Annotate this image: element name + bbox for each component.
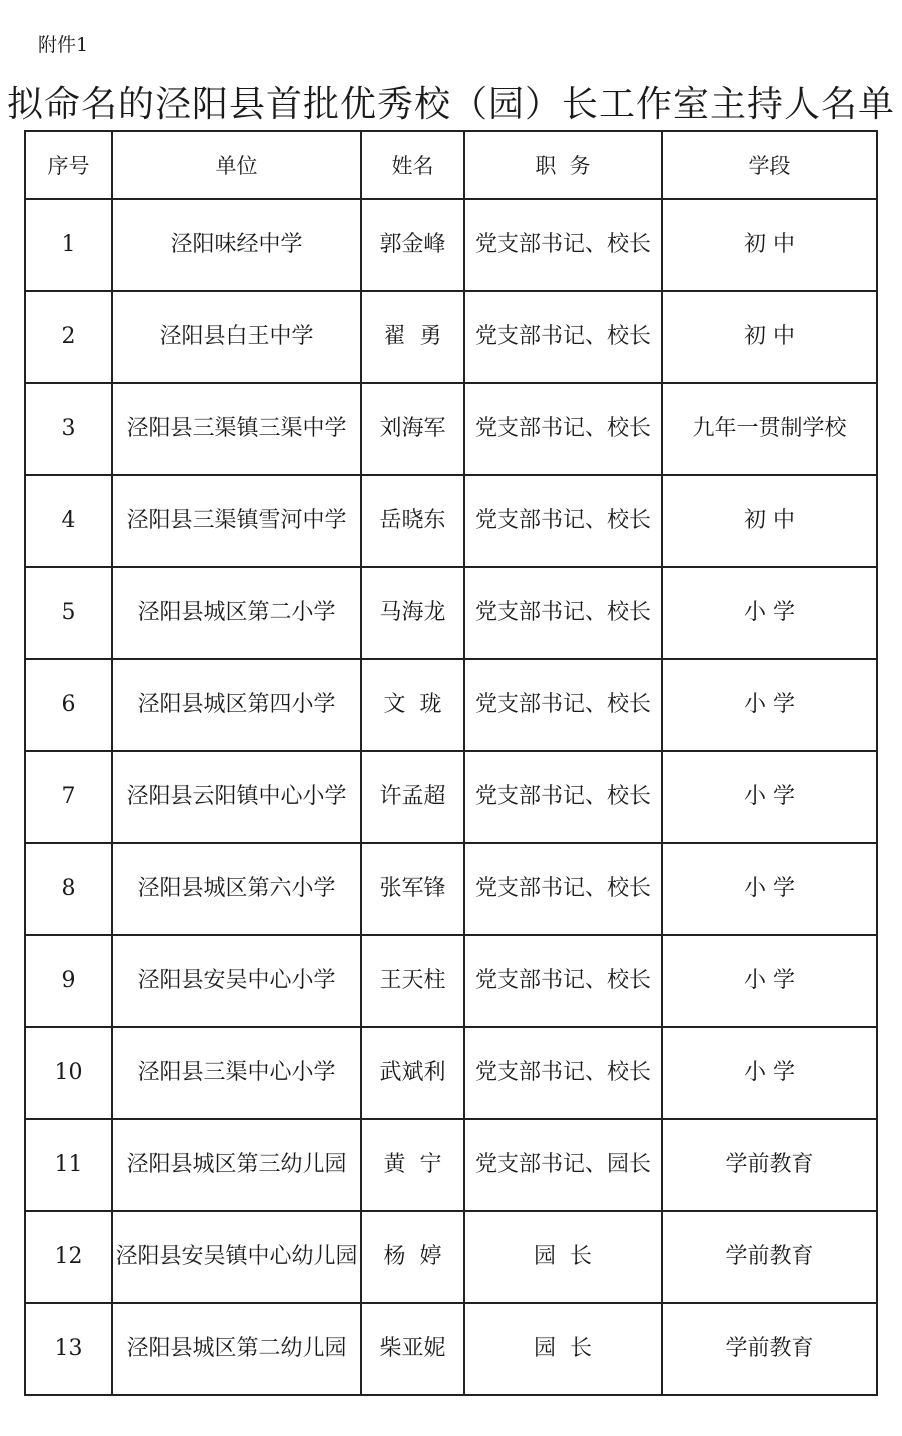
cell-name: 刘海军 xyxy=(361,383,464,475)
cell-unit: 泾阳县安吴中心小学 xyxy=(112,935,361,1027)
cell-number: 10 xyxy=(25,1027,112,1119)
cell-level: 学前教育 xyxy=(662,1119,877,1211)
cell-position: 党支部书记、校长 xyxy=(464,567,662,659)
cell-position: 党支部书记、校长 xyxy=(464,199,662,291)
table-row xyxy=(25,1303,877,1395)
cell-level: 小 学 xyxy=(662,567,877,659)
cell-position: 党支部书记、校长 xyxy=(464,843,662,935)
header-position: 职 务 xyxy=(464,131,662,199)
cell-position: 党支部书记、校长 xyxy=(464,1027,662,1119)
cell-name: 岳晓东 xyxy=(361,475,464,567)
cell-number: 1 xyxy=(25,199,112,291)
cell-level: 学前教育 xyxy=(662,1303,877,1395)
cell-name: 柴亚妮 xyxy=(361,1303,464,1395)
cell-level: 学前教育 xyxy=(662,1211,877,1303)
cell-level: 小 学 xyxy=(662,1027,877,1119)
table-row xyxy=(25,1211,877,1303)
cell-name: 文 珑 xyxy=(361,659,464,751)
cell-position: 党支部书记、校长 xyxy=(464,935,662,1027)
table-row xyxy=(25,383,877,475)
cell-number: 13 xyxy=(25,1303,112,1395)
cell-number: 4 xyxy=(25,475,112,567)
cell-position: 党支部书记、校长 xyxy=(464,475,662,567)
page-title: 拟命名的泾阳县首批优秀校（园）长工作室主持人名单 xyxy=(6,84,895,125)
table-row xyxy=(25,935,877,1027)
cell-position: 园 长 xyxy=(464,1211,662,1303)
table-row xyxy=(25,475,877,567)
table-row xyxy=(25,843,877,935)
table-row xyxy=(25,199,877,291)
cell-name: 翟 勇 xyxy=(361,291,464,383)
cell-number: 7 xyxy=(25,751,112,843)
cell-number: 6 xyxy=(25,659,112,751)
attachment-label: 附件1 xyxy=(38,34,89,56)
cell-name: 马海龙 xyxy=(361,567,464,659)
cell-level: 九年一贯制学校 xyxy=(662,383,877,475)
cell-number: 9 xyxy=(25,935,112,1027)
table-row xyxy=(25,1119,877,1211)
cell-position: 党支部书记、校长 xyxy=(464,383,662,475)
cell-unit: 泾阳县城区第二小学 xyxy=(112,567,361,659)
cell-number: 12 xyxy=(25,1211,112,1303)
cell-level: 初 中 xyxy=(662,475,877,567)
table-row xyxy=(25,291,877,383)
header-name: 姓名 xyxy=(361,131,464,199)
cell-position: 党支部书记、校长 xyxy=(464,291,662,383)
cell-name: 张军锋 xyxy=(361,843,464,935)
cell-level: 小 学 xyxy=(662,751,877,843)
cell-level: 初 中 xyxy=(662,199,877,291)
cell-number: 11 xyxy=(25,1119,112,1211)
cell-level: 初 中 xyxy=(662,291,877,383)
cell-unit: 泾阳县三渠中心小学 xyxy=(112,1027,361,1119)
cell-unit: 泾阳县城区第二幼儿园 xyxy=(112,1303,361,1395)
cell-unit: 泾阳味经中学 xyxy=(112,199,361,291)
cell-level: 小 学 xyxy=(662,935,877,1027)
cell-number: 3 xyxy=(25,383,112,475)
cell-name: 武斌利 xyxy=(361,1027,464,1119)
cell-unit: 泾阳县三渠镇雪河中学 xyxy=(112,475,361,567)
cell-position: 党支部书记、校长 xyxy=(464,659,662,751)
roster-table xyxy=(24,130,878,1396)
cell-name: 许孟超 xyxy=(361,751,464,843)
cell-number: 5 xyxy=(25,567,112,659)
cell-unit: 泾阳县城区第四小学 xyxy=(112,659,361,751)
cell-level: 小 学 xyxy=(662,659,877,751)
cell-level: 小 学 xyxy=(662,843,877,935)
cell-name: 王天柱 xyxy=(361,935,464,1027)
cell-unit: 泾阳县白王中学 xyxy=(112,291,361,383)
table-row xyxy=(25,567,877,659)
cell-unit: 泾阳县三渠镇三渠中学 xyxy=(112,383,361,475)
table-row xyxy=(25,1027,877,1119)
cell-name: 郭金峰 xyxy=(361,199,464,291)
cell-name: 杨 婷 xyxy=(361,1211,464,1303)
header-level: 学段 xyxy=(662,131,877,199)
cell-number: 8 xyxy=(25,843,112,935)
cell-position: 党支部书记、园长 xyxy=(464,1119,662,1211)
cell-position: 党支部书记、校长 xyxy=(464,751,662,843)
table-row xyxy=(25,659,877,751)
cell-name: 黄 宁 xyxy=(361,1119,464,1211)
cell-unit: 泾阳县城区第六小学 xyxy=(112,843,361,935)
header-row xyxy=(25,131,877,199)
cell-position: 园 长 xyxy=(464,1303,662,1395)
cell-number: 2 xyxy=(25,291,112,383)
cell-unit: 泾阳县安吴镇中心幼儿园 xyxy=(112,1211,361,1303)
cell-unit: 泾阳县城区第三幼儿园 xyxy=(112,1119,361,1211)
table-row xyxy=(25,751,877,843)
header-unit: 单位 xyxy=(112,131,361,199)
cell-unit: 泾阳县云阳镇中心小学 xyxy=(112,751,361,843)
header-number: 序号 xyxy=(25,131,112,199)
